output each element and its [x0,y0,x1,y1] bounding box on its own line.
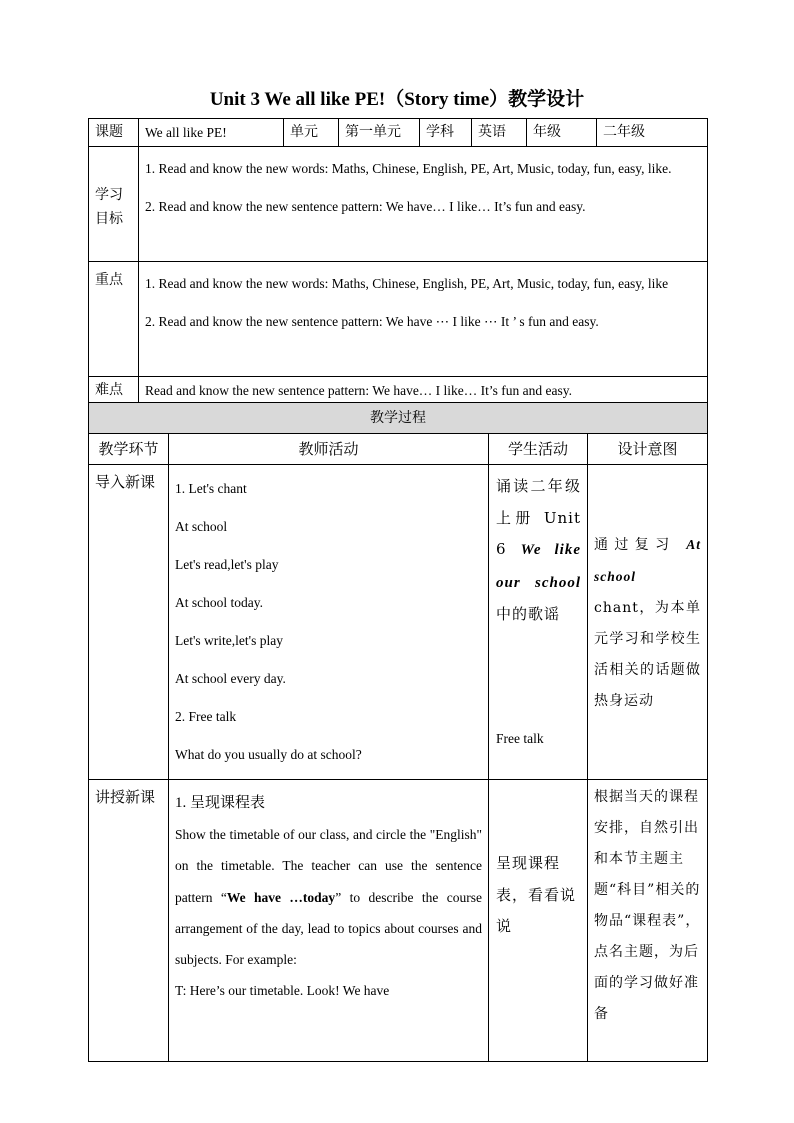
intent-text-emphasis: At school [594,537,702,584]
topic-label: 课题 [89,119,139,147]
key-point-item: 2. Read and know the new sentence pattern: We have ⋯ I like ⋯ It ’ s fun and easy. [145,314,599,329]
page-title: Unit 3 We all like PE!（Story time）教学设计 [209,89,585,110]
topic-value: We all like PE! [139,119,284,147]
table-row [89,465,708,780]
table-row [89,780,708,1062]
student-text: 诵读二年级上册 Unit 6 [496,477,581,558]
table-row [89,262,708,377]
unit-label: 单元 [284,119,339,147]
lesson-info-table [88,118,708,405]
activity-line: At school [175,519,228,534]
table-row [89,147,708,262]
step-title: 1. 呈现课程表 [175,795,266,811]
stage-label: 导入新课 [89,465,169,780]
subject-label: 学科 [420,119,472,147]
activity-text: Show the timetable of our class, and circle the "English" on the timetable. The teacher can use the sentence pattern “ [175,827,482,905]
activity-line: Let's read,let's play [175,557,279,572]
activity-line: What do you usually do at school? [175,747,362,762]
student-activity [489,465,588,780]
design-intent: 根据当天的课程安排，自然引出和本节主题主题“科目”相关的物品“课程表”，点名主题，为后面的学习做好准备 [588,780,708,1062]
stage-label: 讲授新课 [89,780,169,1062]
teaching-process-table [88,402,708,1062]
teacher-activity [169,465,489,780]
objectives-label: 学习目标 [95,187,123,227]
teacher-activity [169,780,489,1062]
activity-text: ” to describe the course arrangement of the day, lead to topics about courses and subjects. For example: [175,889,482,968]
objectives-content [139,147,708,262]
activity-text: T: Here’s our timetable. Look! We have [175,983,390,999]
grade-value: 二年级 [597,119,708,147]
intent-text: chant，为本单元学习和学校生活相关的话题做热身运动 [594,600,701,709]
objective-item: 1. Read and know the new words: Maths, Chinese, English, PE, Art, Music, today, fun, easy, like. [145,161,672,176]
student-text: 中的歌谣 [496,605,561,623]
student-free-talk: Free talk [496,730,544,746]
table-row [89,403,708,434]
key-points-label: 重点 [95,272,123,288]
student-activity: 呈现课程表，看看说说 [489,780,588,1062]
activity-line: 1. Let's chant [175,481,247,496]
section-title: 教学过程 [89,403,708,434]
table-row [89,119,708,147]
table-row [89,434,708,465]
activity-line: Let's write,let's play [175,633,283,648]
design-intent [588,465,708,780]
subject-value: 英语 [472,119,527,147]
column-header: 设计意图 [588,434,708,465]
column-header: 教学环节 [89,434,169,465]
key-points-content [139,262,708,377]
student-text-emphasis: We like our school [496,542,581,591]
column-header: 学生活动 [489,434,588,465]
activity-line: At school every day. [175,671,286,686]
objective-item: 2. Read and know the new sentence pattern: We have… I like… It’s fun and easy. [145,199,586,214]
activity-line: At school today. [175,595,263,610]
activity-line: 2. Free talk [175,709,237,724]
difficulty-label: 难点 [89,377,139,405]
unit-value: 第一单元 [339,119,420,147]
table-row [89,377,708,405]
grade-label: 年级 [527,119,597,147]
activity-text-emphasis: We have …today [226,889,336,905]
key-point-item: 1. Read and know the new words: Maths, Chinese, English, PE, Art, Music, today, fun, easy, like [145,276,669,291]
intent-text: 通过复习 [594,537,676,553]
column-header: 教师活动 [169,434,489,465]
difficulty-content: Read and know the new sentence pattern: We have… I like… It’s fun and easy. [139,377,708,405]
